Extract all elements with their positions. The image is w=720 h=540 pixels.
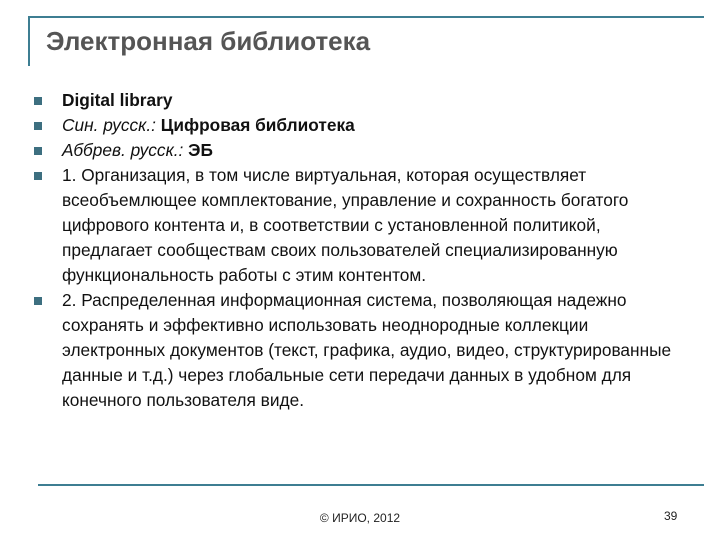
square-bullet-icon: [34, 172, 42, 180]
english-term: Digital library: [62, 90, 173, 110]
footer-copyright: © ИРИО, 2012: [319, 511, 401, 525]
slide-title: Электронная библиотека: [46, 26, 371, 56]
definition-2-text: 2. Распределенная информационная система, позволяющая надежно сохранять и эффективно использовать неоднородные коллекции электронных документов (текст, графика, аудио, видео, структурированные данные и т.д.) через глобальные сети передачи данных в удобном для конечного пользователя виде.: [62, 290, 672, 410]
bullet-item-definition-2: [30, 288, 695, 413]
square-bullet-icon: [34, 122, 42, 130]
square-bullet-icon: [34, 147, 42, 155]
footer-divider: [38, 484, 704, 486]
synonym-value: Цифровая библиотека: [160, 115, 355, 135]
bullet-item-synonym: [30, 113, 695, 138]
page-number: 39: [664, 509, 678, 523]
definition-1-text: 1. Организация, в том числе виртуальная, которая осуществляет всеобъемлющее комплектование, управление и сохранность богатого цифрового контента и, в соответствии с установленной политикой, предлагает сообществам своих пользователей специализированную функциональность работы с этим контентом.: [62, 165, 629, 285]
bullet-item-english-term: [30, 88, 695, 113]
bullet-item-definition-1: [30, 163, 695, 288]
bullet-item-abbreviation: [30, 138, 695, 163]
bullet-list: [30, 88, 695, 413]
abbreviation-label: Аббрев. русск.:: [62, 140, 184, 160]
title-frame-left-line: [28, 16, 30, 66]
square-bullet-icon: [34, 97, 42, 105]
synonym-label: Син. русск.:: [62, 115, 156, 135]
abbreviation-value: ЭБ: [188, 140, 213, 160]
square-bullet-icon: [34, 297, 42, 305]
title-frame-top-line: [28, 16, 704, 18]
